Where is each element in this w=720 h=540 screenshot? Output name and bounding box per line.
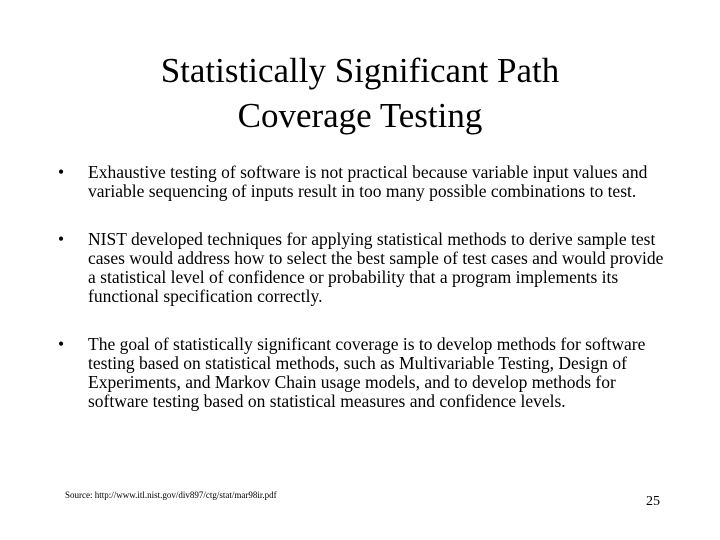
bullet-item <box>56 335 666 411</box>
bullet-icon: • <box>58 334 65 354</box>
bullet-item <box>56 163 666 201</box>
source-citation: Source: http://www.itl.nist.gov/div897/ctg/stat/mar98ir.pdf <box>65 490 277 500</box>
bullet-item <box>56 230 666 306</box>
bullet-text: The goal of statistically significant coverage is to develop methods for software testing based on statistical methods, such as Multivariable Testing, Design of Experiments, and Markov Chain usage models, and to develop methods for software testing based on statistical measures and confidence levels. <box>88 334 646 411</box>
title-line: Statistically Significant Path <box>160 51 560 90</box>
page-number: 25 <box>646 494 660 509</box>
title-line: Coverage Testing <box>237 96 483 135</box>
bullet-icon: • <box>58 229 65 249</box>
bullet-text: Exhaustive testing of software is not practical because variable input values and variable sequencing of inputs result in too many possible combinations to test. <box>88 162 648 201</box>
bullet-icon: • <box>58 162 65 182</box>
bullet-text: NIST developed techniques for applying statistical methods to derive sample test cases would address how to select the best sample of test cases and would provide a statistical level of confidence or probability that a program implements its functional specification correctly. <box>88 229 664 306</box>
bullet-list <box>56 163 666 411</box>
slide-title <box>0 48 720 138</box>
